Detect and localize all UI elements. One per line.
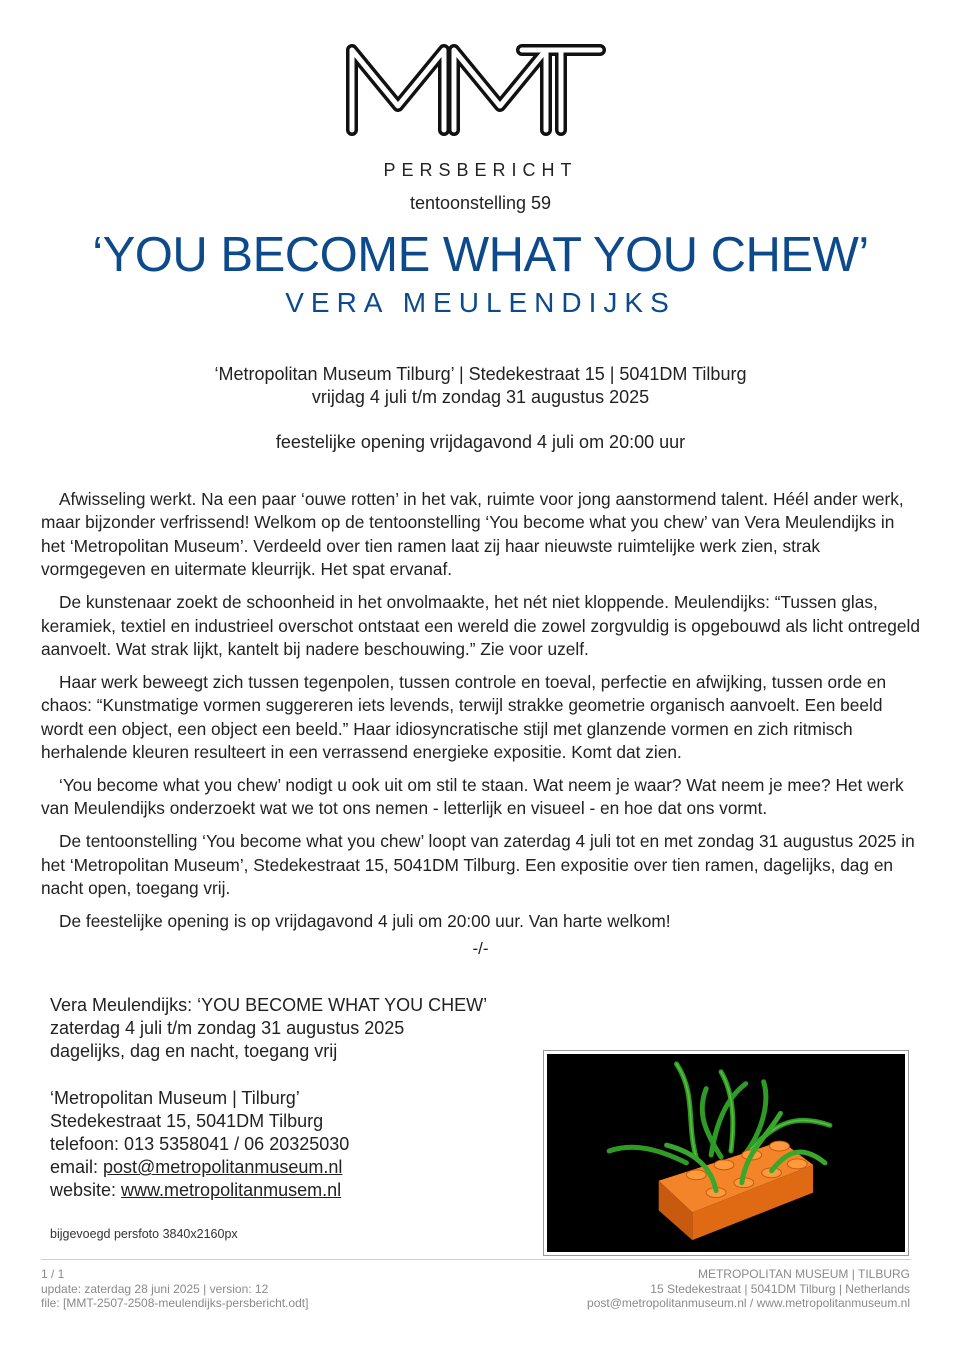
info-hours: dagelijks, dag en nacht, toegang vrij [50,1041,338,1062]
document-type-label: PERSBERICHT [383,160,578,180]
file-info: file: [MMT-2507-2508-meulendijks-persbericht.odt] [41,1296,309,1310]
exhibition-title: ‘YOU BECOME WHAT YOU CHEW’ [92,228,869,282]
press-release-body [41,488,921,943]
paragraph: ‘You become what you chew’ nodigt u ook uit om stil te staan. Wat neem je waar? Wat neem je mee? Het werk van Meulendijks onderzoekt wat we tot ons nemen - letterlijk en visueel - en hoe dat ons vormt. [41,774,904,819]
press-photo-image [547,1054,905,1252]
footer-contact-line: post@metropolitanmuseum.nl / www.metropolitanmuseum.nl [587,1296,910,1310]
paragraph: De feestelijke opening is op vrijdagavond 4 juli om 20:00 uur. Van harte welkom! [59,911,671,931]
dates-line: vrijdag 4 juli t/m zondag 31 augustus 2025 [311,387,650,407]
website-link[interactable]: www.metropolitanmusem.nl [121,1180,342,1201]
section-separator: -/- [472,939,489,958]
venue-block [0,363,961,409]
info-block [50,994,530,1203]
paragraph: De kunstenaar zoekt de schoonheid in het onvolmaakte, het nét niet kloppende. Meulendijks: “Tussen glas, keramiek, textiel en industrieel overschot ontstaat een wereld die zowel zorgvuldig is opgebouwd als licht ontregeld aanvoelt. Wat strak lijkt, kantelt bij nadere beschouwing.” Zie voor uzelf. [41,592,920,659]
email-link[interactable]: post@metropolitanmuseum.nl [103,1157,343,1178]
venue-line: ‘Metropolitan Museum Tilburg’ | Stedekestraat 15 | 5041DM Tilburg [214,364,747,384]
paragraph: Afwisseling werkt. Na een paar ‘ouwe rotten’ in het vak, ruimte voor jong aanstormend talent. Héél ander werk, maar bijzonder verfrissend! Welkom op de tentoonstelling ‘You become what you chew’ van Vera Meulendijks in het ‘Metropolitan Museum’. Verdeeld over tien ramen laat zij haar nieuwste ruimtelijke werk zien, strak vormgegeven en uitermate kleurrijk. Het spat ervanaf. [41,489,904,580]
exhibition-number: tentoonstelling 59 [409,193,552,213]
info-website-row [50,1179,530,1202]
footer-address: 15 Stedekestraat | 5041DM Tilburg | Netherlands [650,1281,910,1296]
page-number: 1 / 1 [41,1267,65,1281]
footer-meta [41,1267,308,1311]
attachment-note: bijgevoegd persfoto 3840x2160px [50,1227,238,1241]
paragraph: Haar werk beweegt zich tussen tegenpolen, tussen controle en toeval, perfectie en afwijking, tussen orde en chaos: “Kunstmatige vormen suggereren iets levends, terwijl strakke geometrie organisch aanvoelt. Een beeld wordt een object, een object een beeld.” Haar idiosyncratische stijl met glanzende vormen en zich ritmisch herhalende kleuren resulteert in een verrassend energieke expositie. Komt dat zien. [41,671,887,763]
info-address: Stedekestraat 15, 5041DM Tilburg [50,1110,324,1131]
website-label: website: [50,1180,122,1201]
email-label: email: [50,1157,104,1178]
footer-divider [41,1259,911,1260]
artist-name: VERA MEULENDIJKS [285,287,676,318]
opening-line: feestelijke opening vrijdagavond 4 juli om 20:00 uur [275,432,686,452]
mmt-logo [346,44,606,136]
footer-org: METROPOLITAN MUSEUM | TILBURG [697,1267,910,1281]
info-email-row [50,1156,530,1179]
info-phone: telefoon: 013 5358041 / 06 20325030 [50,1134,350,1155]
footer-contact [587,1267,910,1311]
update-info: update: zaterdag 28 juni 2025 | version: 12 [41,1281,269,1296]
info-exhibition: Vera Meulendijks: ‘YOU BECOME WHAT YOU CHEW’ [50,995,488,1015]
press-photo [543,1050,909,1256]
info-dates: zaterdag 4 juli t/m zondag 31 augustus 2025 [50,1018,405,1039]
info-museum: ‘Metropolitan Museum | Tilburg’ [50,1087,300,1108]
paragraph: De tentoonstelling ‘You become what you chew’ loopt van zaterdag 4 juli tot en met zondag 31 augustus 2025 in het ‘Metropolitan Museum’, Stedekestraat 15, 5041DM Tilburg. Een expositie over tien ramen, dagelijks, dag en nacht open, toegang vrij. [41,831,915,899]
